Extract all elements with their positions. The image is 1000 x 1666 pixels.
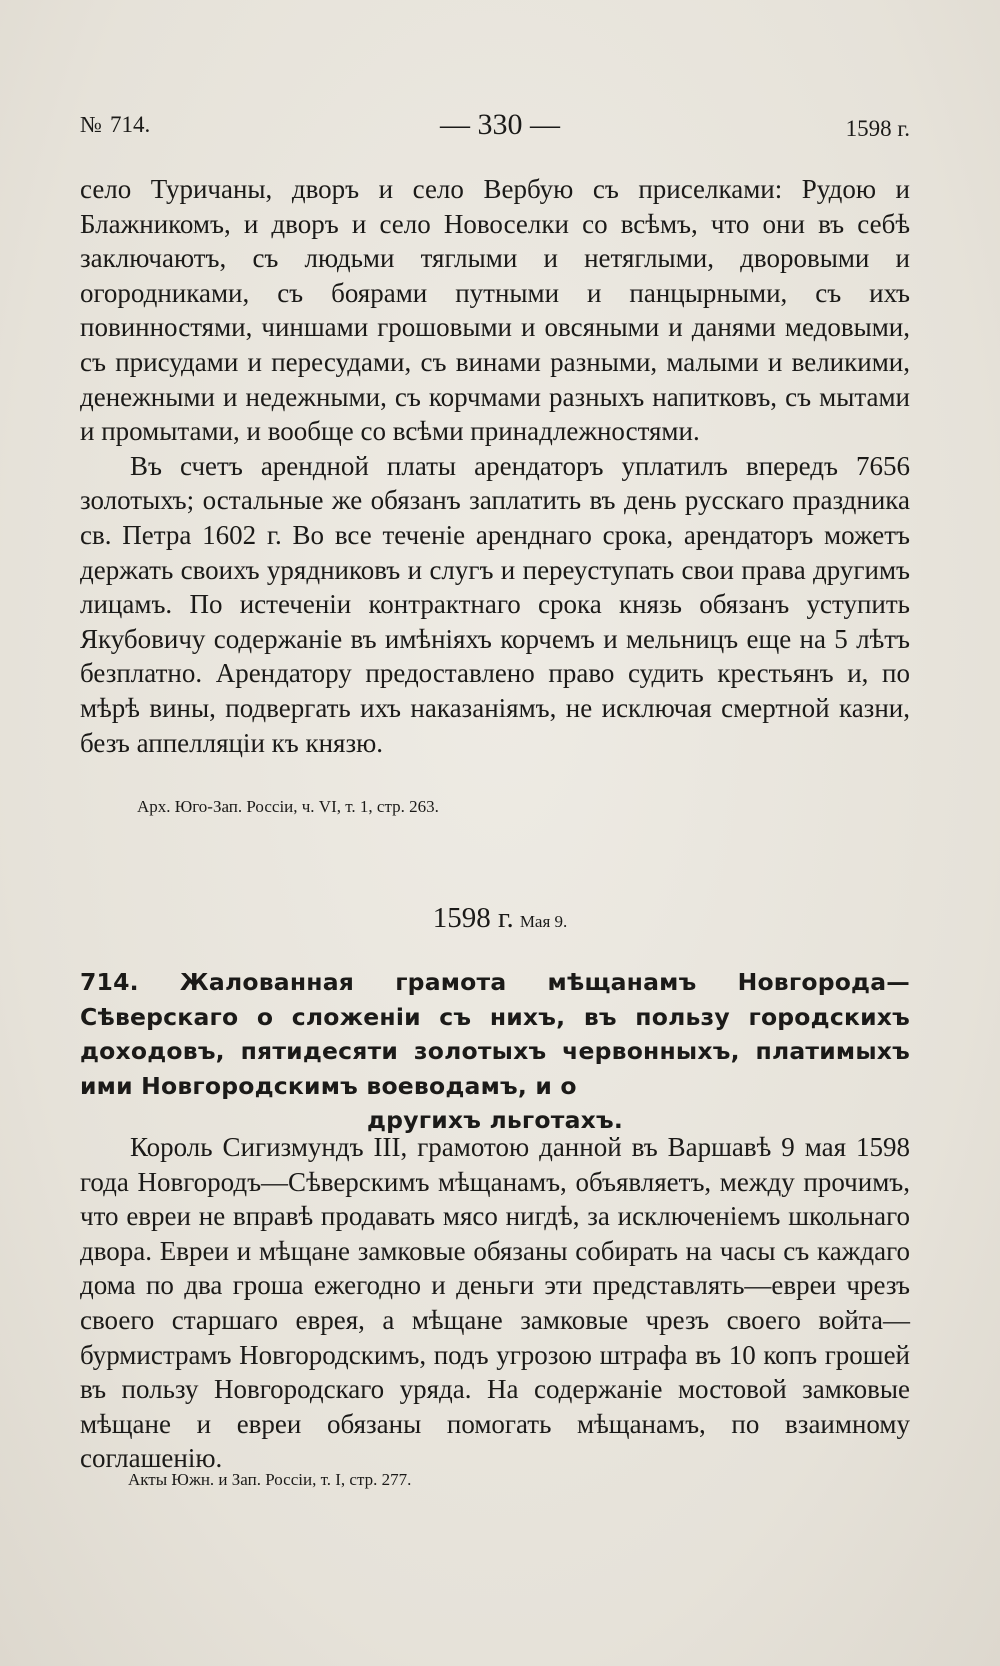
section2-date: [0, 902, 1000, 935]
section2-reference: Акты Южн. и Зап. Россіи, т. I, стр. 277.: [128, 1470, 412, 1489]
number-sign: №: [80, 112, 102, 137]
section1-body: [80, 172, 910, 760]
section1-reference: Арх. Юго-Зап. Россіи, ч. VI, т. 1, стр. 263.: [137, 797, 439, 816]
section1-paragraph-2: Въ счетъ арендной платы арендаторъ уплатилъ впередъ 7656 золотыхъ; остальные же обязанъ заплатить въ день русскаго праздника св. Петра 1602 г. Во все теченіе аренднаго срока, арендаторъ можетъ держать своихъ урядниковъ и слугъ и переуступать свои права другимъ лицамъ. По истеченіи контрактнаго срока князь обязанъ уступить Якубовичу содержаніе въ имѣніяхъ корчемъ и мельницъ еще на 5 лѣтъ безплатно. Арендатору предоставлено право судить крестьянъ и, по мѣрѣ вины, подвергать ихъ наказаніямъ, не исключая смертной казни, безъ аппелляціи къ князю.: [80, 450, 910, 758]
date-year: 1598 г.: [432, 902, 514, 934]
document-title-main: 714. Жалованная грамота мѣщанамъ Новгорода—Сѣверскаго о сложеніи съ нихъ, въ пользу городскихъ доходовъ, пятидесяти золотыхъ червонныхъ, платимыхъ ими Новгородскимъ воеводамъ, и о: [80, 968, 910, 1100]
page-header: [80, 108, 920, 152]
header-year: 1598 г.: [845, 116, 910, 141]
date-day: Мая 9.: [519, 912, 568, 931]
document-title-last-line: другихъ льготахъ.: [367, 1106, 623, 1134]
document-number-value: 714.: [109, 112, 151, 137]
section2-body: [80, 1130, 910, 1476]
section1-paragraph-1: село Туричаны, дворъ и село Вербую съ приселками: Рудою и Блажникомъ, и дворъ и село Новоселки со всѣмъ, что они въ себѣ заключаютъ, съ людьми тяглыми и нетяглыми, дворовыми и огородниками, съ боярами путными и панцырными, съ ихъ повинностями, чиншами грошовыми и овсяными и данями медовыми, съ присудами и пересудами, съ винами разными, малыми и великими, денежными и недежными, съ корчмами разныхъ напитковъ, съ мытами и промытами, и вообще со всѣми принадлежностями.: [80, 174, 910, 447]
document-title: [80, 965, 910, 1138]
section2-paragraph: Король Сигизмундъ III, грамотою данной въ Варшавѣ 9 мая 1598 года Новгородъ—Сѣверскимъ мѣщанамъ, объявляетъ, между прочимъ, что евреи не вправѣ продавать мясо нигдѣ, за исключеніемъ школьнаго двора. Евреи и мѣщане замковые обязаны собирать на часы съ каждаго дома по два гроша ежегодно и деньги эти представлять—евреи чрезъ своего старшаго еврея, а мѣщане замковые чрезъ своего войта—бурмистрамъ Новгородскимъ, подъ угрозою штрафа въ 10 копъ грошей въ пользу Новгородскаго уряда. На содержаніе мостовой замковые мѣщане и евреи обязаны помогать мѣщанамъ, по взаимному соглашенію.: [80, 1132, 910, 1474]
page-number: — 330 —: [440, 108, 560, 141]
